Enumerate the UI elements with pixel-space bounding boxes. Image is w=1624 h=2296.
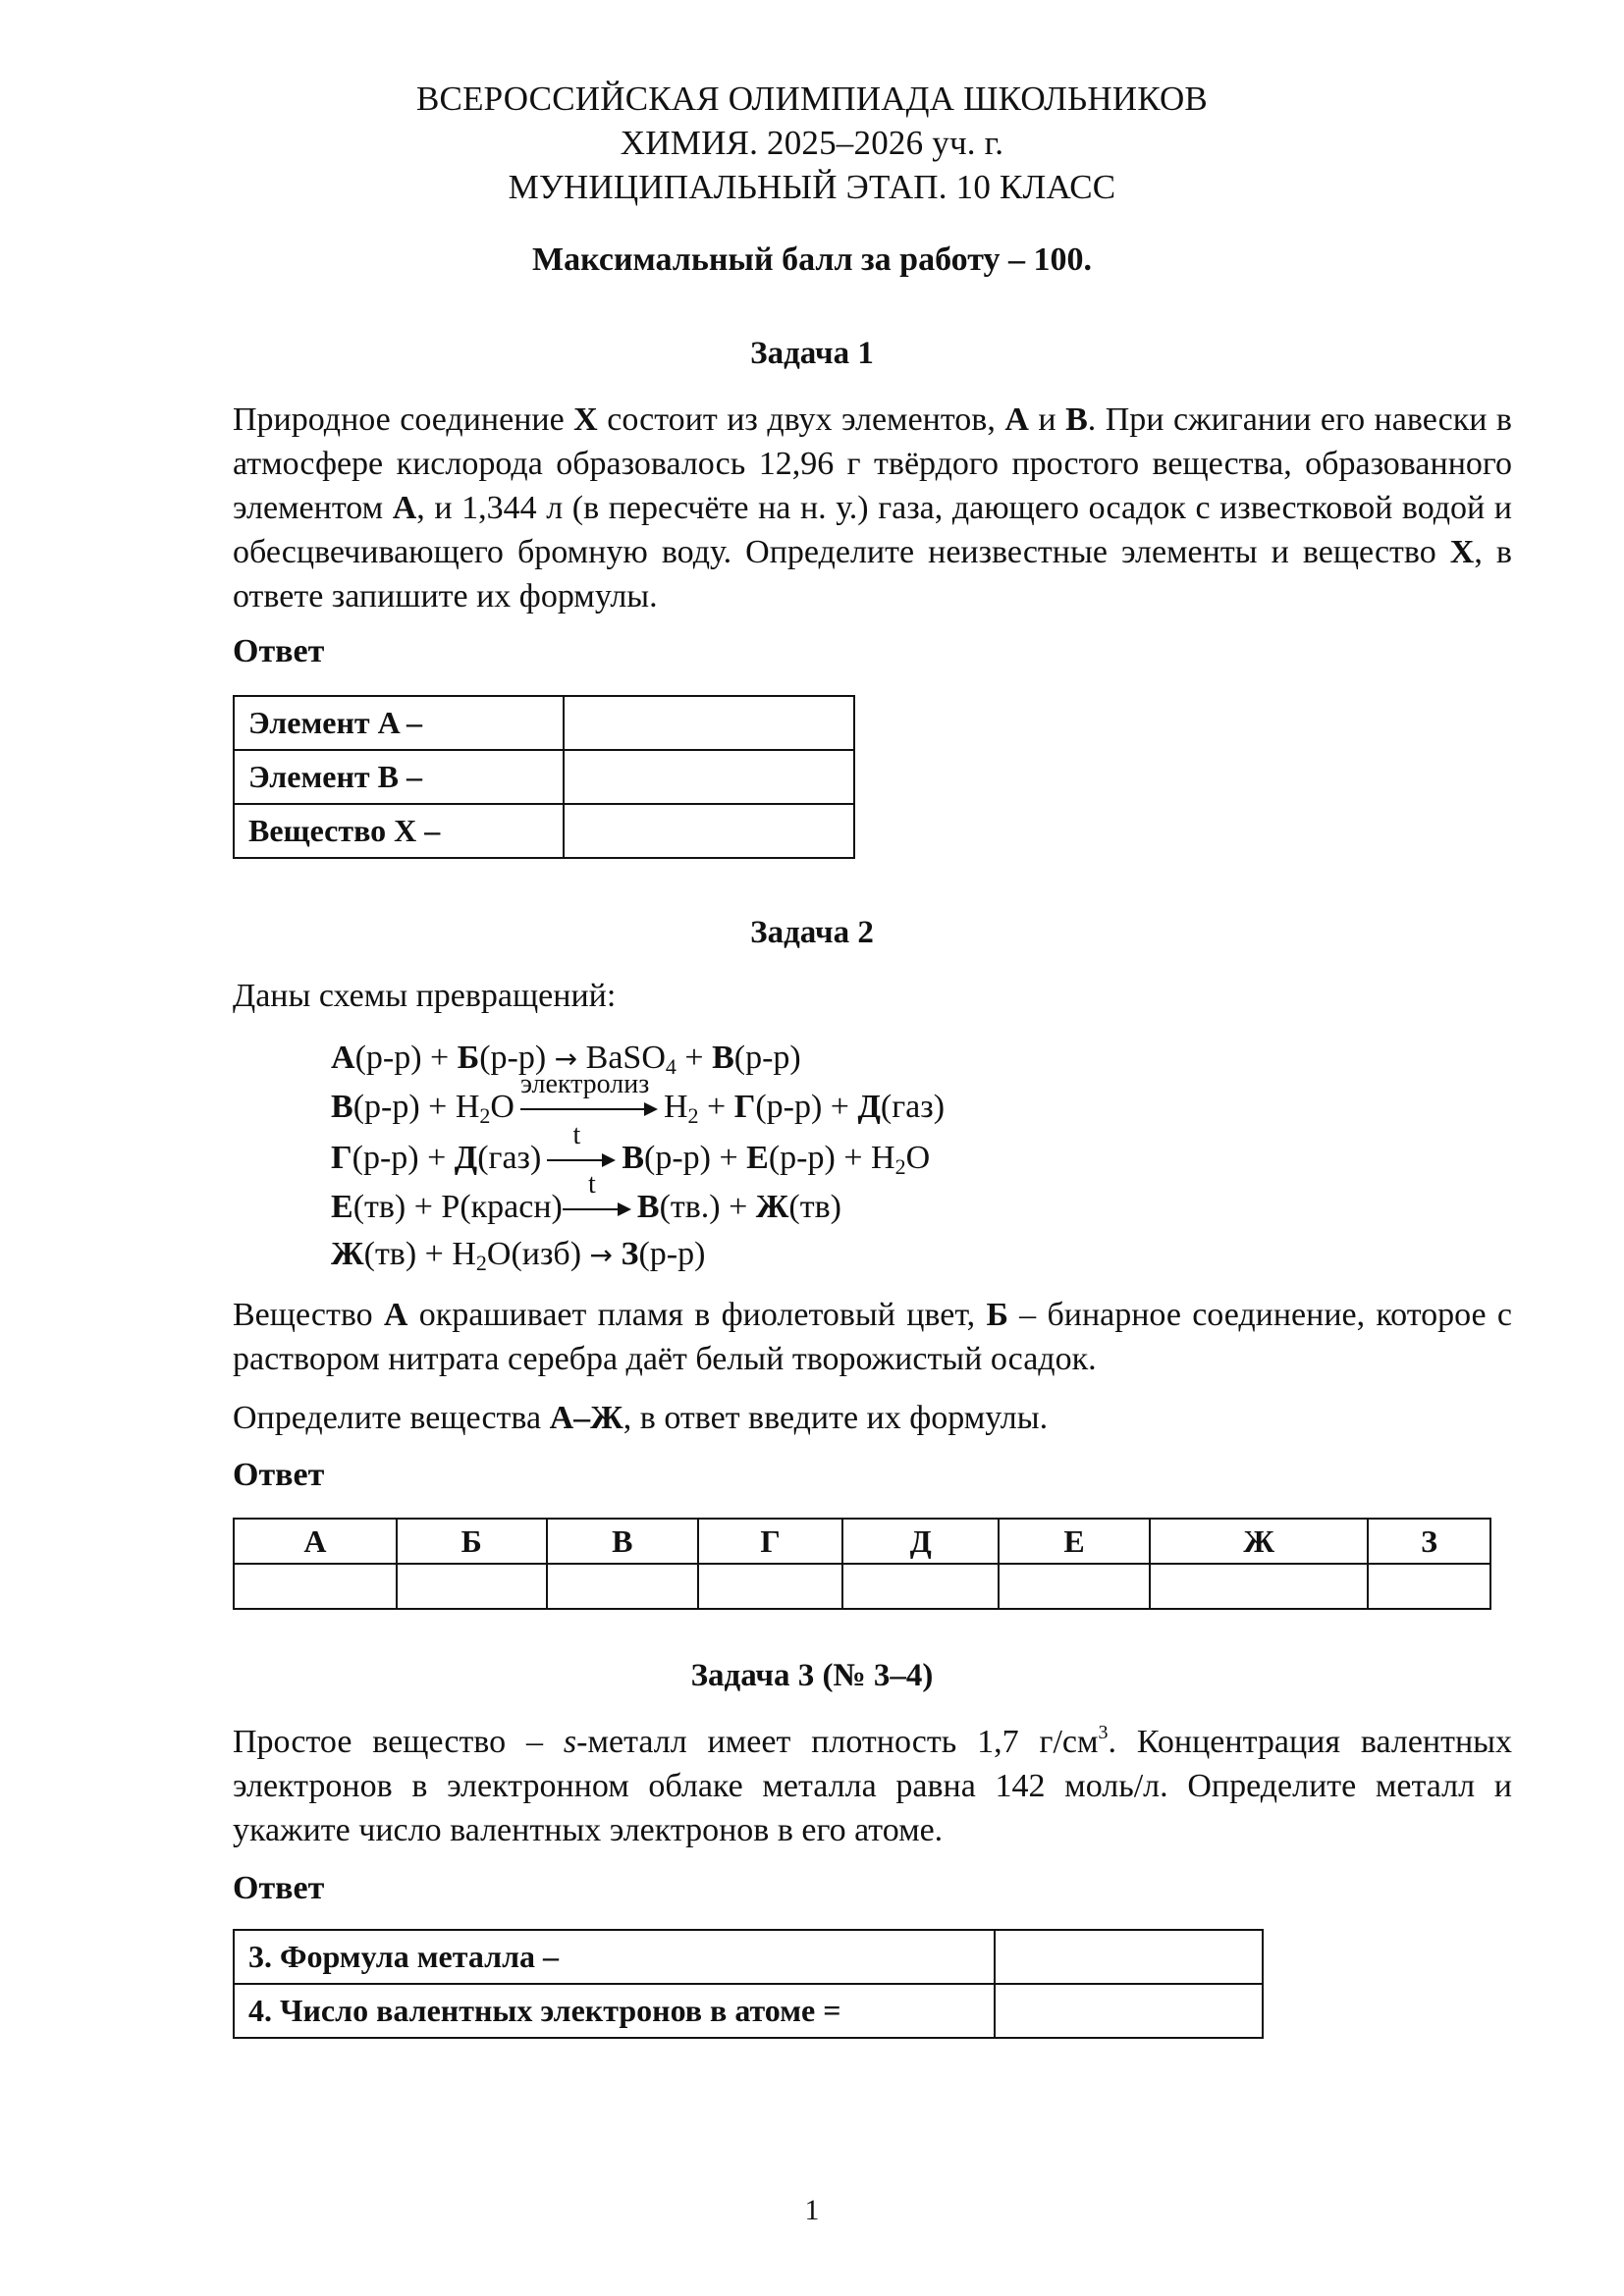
task2-text: Вещество A окрашивает пламя в фиолетовый цвет, Б – бинарное соединение, которое с раствором нитрата серебра даёт белый творожистый осадок. (233, 1297, 1512, 1377)
equation-5: $Ж(тв) + H_2O(изб) \to З(р-р)$ (331, 1236, 706, 1275)
equation-2: $В(р-р) + H_2O$ электролиз $H_2 + Г(р-р) + Д(газ)$ (331, 1069, 946, 1128)
task2-answer-table (233, 1518, 1491, 1610)
task3-answer-table (233, 1929, 1264, 2039)
electrolysis-arrow-icon: электролиз (520, 1099, 658, 1119)
col-z-header: З (1368, 1519, 1490, 1564)
task3-text: Простое вещество – s-металл имеет плотность 1,7 $г/см^3$. Концентрация валентных электронов в электронном облаке металла равна 142 моль/л. Определите металл и укажите число валентных электронов в его атоме. (233, 1722, 1513, 1848)
task3-answer-label: Ответ (233, 1870, 325, 1906)
table-row (234, 1984, 1263, 2038)
substance-x-input[interactable] (564, 804, 854, 858)
max-score: Максимальный балл за работу – 100. (532, 241, 1092, 278)
element-b-label: Элемент B – (234, 750, 564, 804)
col-g-header: Г (698, 1519, 843, 1564)
table-row (234, 1564, 1490, 1609)
task2-answer-label: Ответ (233, 1457, 325, 1493)
equation-1: A(р-р) + Б(р-р) → BaSO$_4$ + В(р-р) (331, 1040, 801, 1079)
task1-title: Задача 1 (750, 336, 874, 371)
col-b-header: Б (397, 1519, 547, 1564)
table-row (234, 804, 854, 858)
col-d-header: Д (842, 1519, 999, 1564)
col-e-header: Е (999, 1519, 1150, 1564)
answer-z-input[interactable] (1368, 1564, 1490, 1609)
col-v-header: В (547, 1519, 698, 1564)
task3-title: Задача 3 (№ 3–4) (690, 1658, 934, 1693)
task1-answer-table (233, 695, 855, 859)
col-zh-header: Ж (1150, 1519, 1368, 1564)
answer-e-input[interactable] (999, 1564, 1150, 1609)
answer-v-input[interactable] (547, 1564, 698, 1609)
col-a-header: А (234, 1519, 397, 1564)
answer-d-input[interactable] (842, 1564, 999, 1609)
heat-arrow-icon: t (547, 1150, 616, 1170)
stage-grade: МУНИЦИПАЛЬНЫЙ ЭТАП. 10 КЛАСС (508, 168, 1116, 206)
valence-electrons-input[interactable] (995, 1984, 1263, 2038)
equation-4: Е(тв) + P(красн) t В(тв.) + Ж(тв) (331, 1169, 841, 1225)
answer-zh-input[interactable] (1150, 1564, 1368, 1609)
page-number: 1 (804, 2194, 820, 2226)
element-b-input[interactable] (564, 750, 854, 804)
answer-a-input[interactable] (234, 1564, 397, 1609)
table-row (234, 1930, 1263, 1984)
task1-answer-label: Ответ (233, 633, 325, 669)
reaction-arrow-icon: → (589, 1239, 614, 1271)
valence-electrons-label: 4. Число валентных электронов в атоме = (234, 1984, 995, 2038)
task1-text: Природное соединение X состоит из двух элементов, A и B. При сжигании его навески в атмосфере кислорода образовалось 12,96 г твёрдого простого вещества, образованного элементом A, и 1,344 л (в пересчёте на н. у.) газа, дающего осадок с известковой водой и обесцвечивающего бромную воду. Определите неизвестные элементы и вещество X, в ответе запишите их формулы. (233, 401, 1512, 614)
table-header-row (234, 1519, 1490, 1564)
table-row (234, 696, 854, 750)
element-a-label: Элемент A – (234, 696, 564, 750)
task2-intro: Даны схемы превращений: (233, 978, 617, 1014)
heat-arrow-icon: t (563, 1200, 631, 1219)
answer-b-input[interactable] (397, 1564, 547, 1609)
table-row (234, 750, 854, 804)
equation-3: Г(р-р) + Д(газ) t $В(р-р) + Е(р-р) + H_2O$ (331, 1120, 931, 1179)
olympiad-title: ВСЕРОССИЙСКАЯ ОЛИМПИАДА ШКОЛЬНИКОВ (416, 80, 1208, 118)
reaction-arrow-icon: → (554, 1042, 578, 1075)
subject-year: ХИМИЯ. 2025–2026 уч. г. (620, 124, 1004, 162)
substance-x-label: Вещество X – (234, 804, 564, 858)
metal-formula-label: 3. Формула металла – (234, 1930, 995, 1984)
element-a-input[interactable] (564, 696, 854, 750)
answer-g-input[interactable] (698, 1564, 843, 1609)
task2-title: Задача 2 (750, 915, 874, 950)
task2-determine: Определите вещества A–Ж, в ответ введите их формулы. (233, 1400, 1049, 1436)
metal-formula-input[interactable] (995, 1930, 1263, 1984)
